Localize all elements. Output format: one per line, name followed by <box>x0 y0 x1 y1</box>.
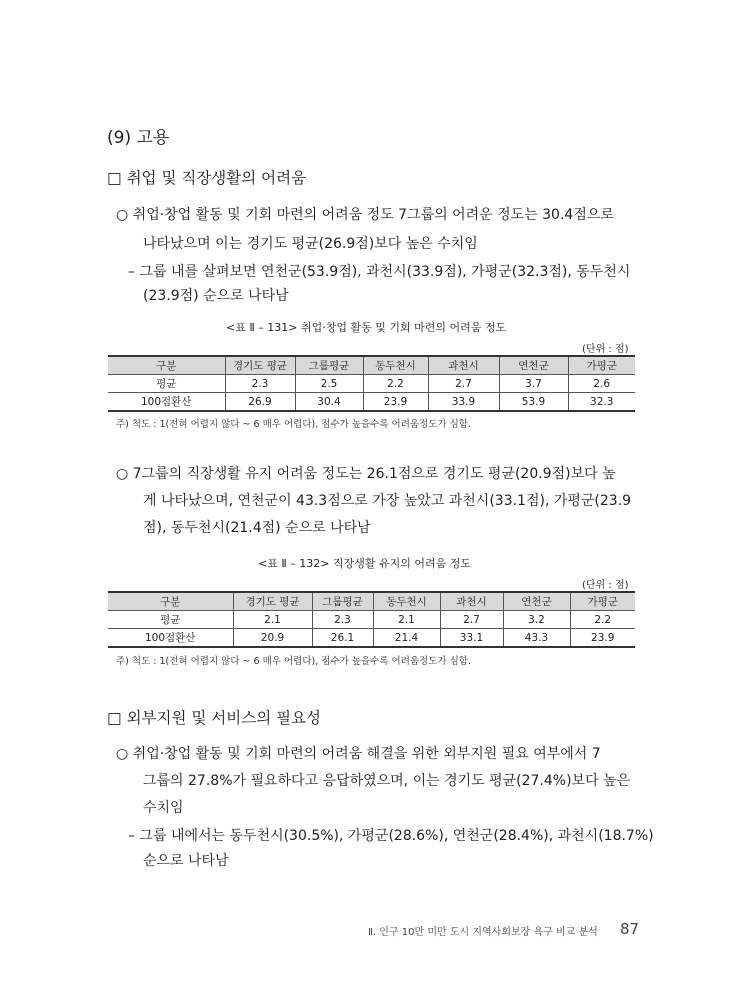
table-header-row <box>108 592 635 611</box>
paragraph-line: 수치임 <box>143 800 184 816</box>
paragraph-line: – 그룹 내에서는 동두천시(30.5%), 가평군(28.6%), 연천군(28.4%), 과천시(18.7%) <box>128 828 654 844</box>
table-header-cell: 연천군 <box>503 592 570 611</box>
paragraph-line: 나타났으며 이는 경기도 평균(26.9점)보다 높은 수치임 <box>143 236 478 252</box>
paragraph-line: (23.9점) 순으로 나타남 <box>143 288 289 304</box>
table-row <box>108 629 635 648</box>
paragraph-line: 그룹의 27.8%가 필요하다고 응답하였으며, 이는 경기도 평균(27.4%)보다 높은 <box>143 773 631 789</box>
table-note: 주) 척도 : 1(전혀 어렵지 않다 ~ 6 매우 어렵다), 점수가 높을수록 어려움정도가 심함. <box>116 656 471 667</box>
table-cell: 2.3 <box>225 375 295 393</box>
page-number: 87 <box>620 920 640 938</box>
table-cell: 2.2 <box>570 611 635 629</box>
table-header-cell: 경기도 평균 <box>225 356 295 375</box>
table-header-cell: 과천시 <box>428 356 499 375</box>
table-cell: 23.9 <box>363 393 428 412</box>
table-cell: 평균 <box>108 375 225 393</box>
table-header-cell: 연천군 <box>499 356 568 375</box>
table-header-cell: 가평군 <box>568 356 635 375</box>
table-cell: 2.2 <box>363 375 428 393</box>
table-cell: 32.3 <box>568 393 635 412</box>
table-cell: 100점환산 <box>108 629 233 648</box>
paragraph-line: ○ 취업·창업 활동 및 기회 마련의 어려움 해결을 위한 외부지원 필요 여부에서 7 <box>116 746 601 762</box>
subsection-heading-difficulty: □ 취업 및 직장생활의 어려움 <box>107 169 307 187</box>
table-cell: 53.9 <box>499 393 568 412</box>
table-cell: 2.1 <box>373 611 440 629</box>
table-header-cell: 구분 <box>108 592 233 611</box>
section-title: (9) 고용 <box>107 128 170 148</box>
table-cell: 2.3 <box>312 611 373 629</box>
table-caption: <표 Ⅱ – 131> 취업·창업 활동 및 기회 마련의 어려움 정도 <box>226 321 507 334</box>
table-cell: 2.6 <box>568 375 635 393</box>
paragraph-line: 게 나타났으며, 연천군이 43.3점으로 가장 높았고 과천시(33.1점), 가평군(23.9 <box>143 493 632 509</box>
table-cell: 2.7 <box>428 375 499 393</box>
table-cell: 33.9 <box>428 393 499 412</box>
table-cell: 43.3 <box>503 629 570 648</box>
table-header-row <box>108 356 635 375</box>
table-cell: 30.4 <box>295 393 363 412</box>
table-header-cell: 그룹평균 <box>312 592 373 611</box>
table-cell: 2.5 <box>295 375 363 393</box>
table-cell: 21.4 <box>373 629 440 648</box>
table-caption: <표 Ⅱ – 132> 직장생활 유지의 어려움 정도 <box>258 557 471 570</box>
table-header-cell: 동두천시 <box>363 356 428 375</box>
subsection-heading-external-support: □ 외부지원 및 서비스의 필요성 <box>107 709 322 727</box>
table-header-cell: 그룹평균 <box>295 356 363 375</box>
table-cell: 2.1 <box>233 611 312 629</box>
paragraph-line: 점), 동두천시(21.4점) 순으로 나타남 <box>143 520 371 536</box>
table-unit: (단위 : 점) <box>582 344 629 355</box>
table-cell: 23.9 <box>570 629 635 648</box>
data-table-132 <box>108 591 635 648</box>
table-cell: 33.1 <box>440 629 503 648</box>
table-header-cell: 동두천시 <box>373 592 440 611</box>
paragraph-line: – 그룹 내를 살펴보면 연천군(53.9점), 과천시(33.9점), 가평군(32.3점), 동두천시 <box>128 264 631 280</box>
table-note: 주) 척도 : 1(전혀 어렵지 않다 ~ 6 매우 어렵다), 점수가 높을수록 어려움정도가 심함. <box>116 419 471 430</box>
table-cell: 3.7 <box>499 375 568 393</box>
table-cell: 20.9 <box>233 629 312 648</box>
table-cell: 100점환산 <box>108 393 225 412</box>
data-table-131 <box>108 355 635 412</box>
table-row <box>108 375 635 393</box>
table-cell: 2.7 <box>440 611 503 629</box>
table-cell: 3.2 <box>503 611 570 629</box>
table-header-cell: 경기도 평균 <box>233 592 312 611</box>
table-cell: 평균 <box>108 611 233 629</box>
page-footer-text: Ⅱ. 인구 10만 미만 도시 지역사회보장 욕구 비교 분석 <box>368 927 598 938</box>
paragraph-line: ○ 취업·창업 활동 및 기회 마련의 어려움 정도 7그룹의 어려운 정도는 30.4점으로 <box>116 207 614 223</box>
table-cell: 26.9 <box>225 393 295 412</box>
table-row <box>108 393 635 412</box>
table-header-cell: 구분 <box>108 356 225 375</box>
table-header-cell: 과천시 <box>440 592 503 611</box>
paragraph-line: 순으로 나타남 <box>143 853 229 869</box>
paragraph-line: ○ 7그룹의 직장생활 유지 어려움 정도는 26.1점으로 경기도 평균(20.9점)보다 높 <box>116 466 616 482</box>
table-header-cell: 가평군 <box>570 592 635 611</box>
table-cell: 26.1 <box>312 629 373 648</box>
table-unit: (단위 : 점) <box>582 580 629 591</box>
table-row <box>108 611 635 629</box>
